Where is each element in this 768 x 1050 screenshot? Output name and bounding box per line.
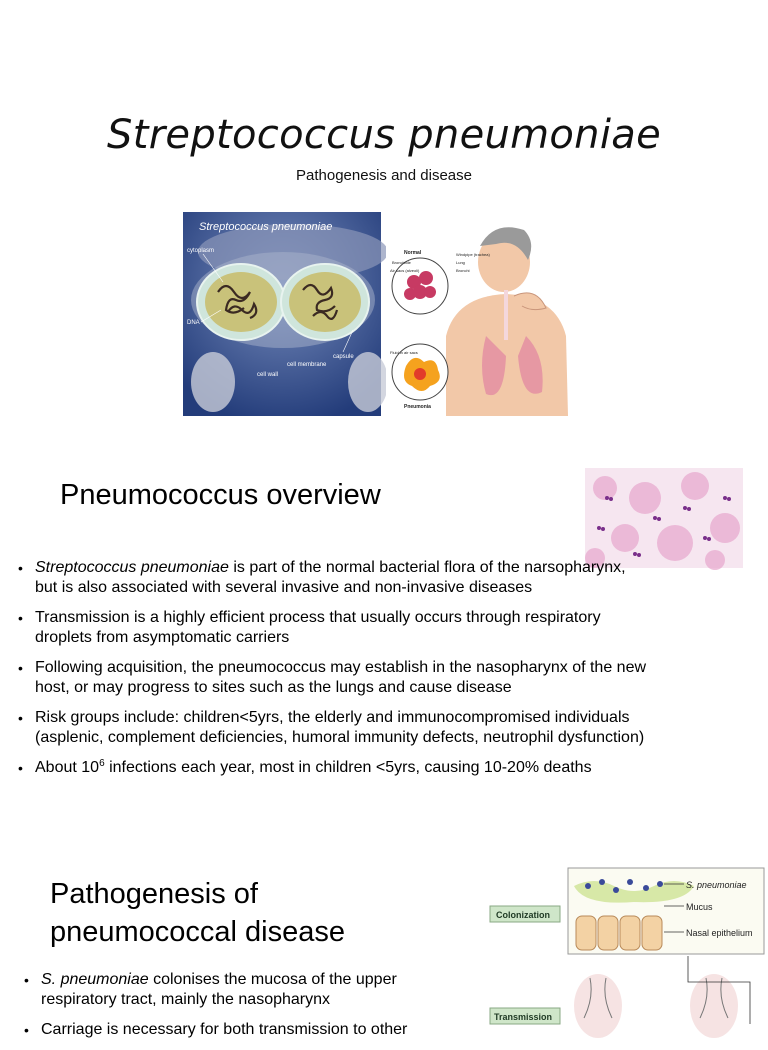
list-item: • About $10^6$ infections each year, most in children <5yrs, causing 10-20% deaths [18, 758, 648, 778]
list-item: • Following acquisition, the pneumococcus may establish in the nasopharynx of the new host, or may progress to sites such as the lungs and cause disease [18, 658, 648, 698]
svg-text:Air sacs (alveoli): Air sacs (alveoli) [390, 268, 420, 273]
list-item: • Risk groups include: children<5yrs, the elderly and immunocompromised individuals (asplenic, complement deficiencies, humoral immunity defects, neutrophil dysfunction) [18, 708, 648, 748]
svg-text:Mucus: Mucus [686, 902, 713, 912]
svg-text:Windpipe (trachea): Windpipe (trachea) [456, 252, 490, 257]
list-item: • Streptococcus pneumoniae is part of the normal bacterial flora of the narsopharynx, but is also associated with several invasive and non-invasive diseases [18, 558, 648, 598]
pathogenesis-bullet-list [24, 970, 464, 1050]
gram-stain-image [585, 468, 743, 568]
svg-text:Bronchi: Bronchi [456, 268, 470, 273]
list-item: • S. pneumoniae colonises the mucosa of the upper respiratory tract, mainly the nasopharynx [24, 970, 464, 1010]
svg-text:Fluid in air sacs: Fluid in air sacs [390, 350, 418, 355]
svg-text:Pneumonia: Pneumonia [404, 404, 431, 410]
figure-heading: Streptococcus pneumoniae [199, 221, 333, 233]
svg-text:Transmission: Transmission [494, 1012, 553, 1022]
pneumonia-illustration [386, 216, 574, 416]
page-subtitle: Pathogenesis and disease [296, 167, 472, 184]
svg-text:Normal: Normal [404, 250, 422, 256]
page-title: Streptococcus pneumoniae [107, 112, 661, 158]
svg-text:DNA: DNA [187, 320, 200, 326]
bacterium-illustration [183, 212, 381, 416]
pathogenesis-heading: Pathogenesis of pneumococcal disease [50, 878, 346, 948]
list-item: • Transmission is a highly efficient process that usually occurs through respiratory droplets from asymptomatic carriers [18, 608, 648, 648]
svg-text:Colonization: Colonization [496, 910, 550, 920]
svg-text:Lung: Lung [456, 260, 465, 265]
list-item: • Carriage is necessary for both transmission to other [24, 1020, 464, 1040]
overview-heading: Pneumococcus overview [60, 479, 381, 511]
svg-text:S. pneumoniae: S. pneumoniae [686, 880, 747, 890]
colonization-diagram [488, 866, 768, 1024]
svg-text:cell wall: cell wall [257, 372, 279, 378]
svg-text:cell membrane: cell membrane [287, 362, 327, 368]
overview-bullet-list [18, 558, 648, 788]
svg-text:Nasal epithelium: Nasal epithelium [686, 928, 753, 938]
svg-text:capsule: capsule [333, 354, 354, 360]
svg-text:cytoplasm: cytoplasm [187, 248, 215, 254]
svg-text:Bronchiole: Bronchiole [392, 260, 411, 265]
